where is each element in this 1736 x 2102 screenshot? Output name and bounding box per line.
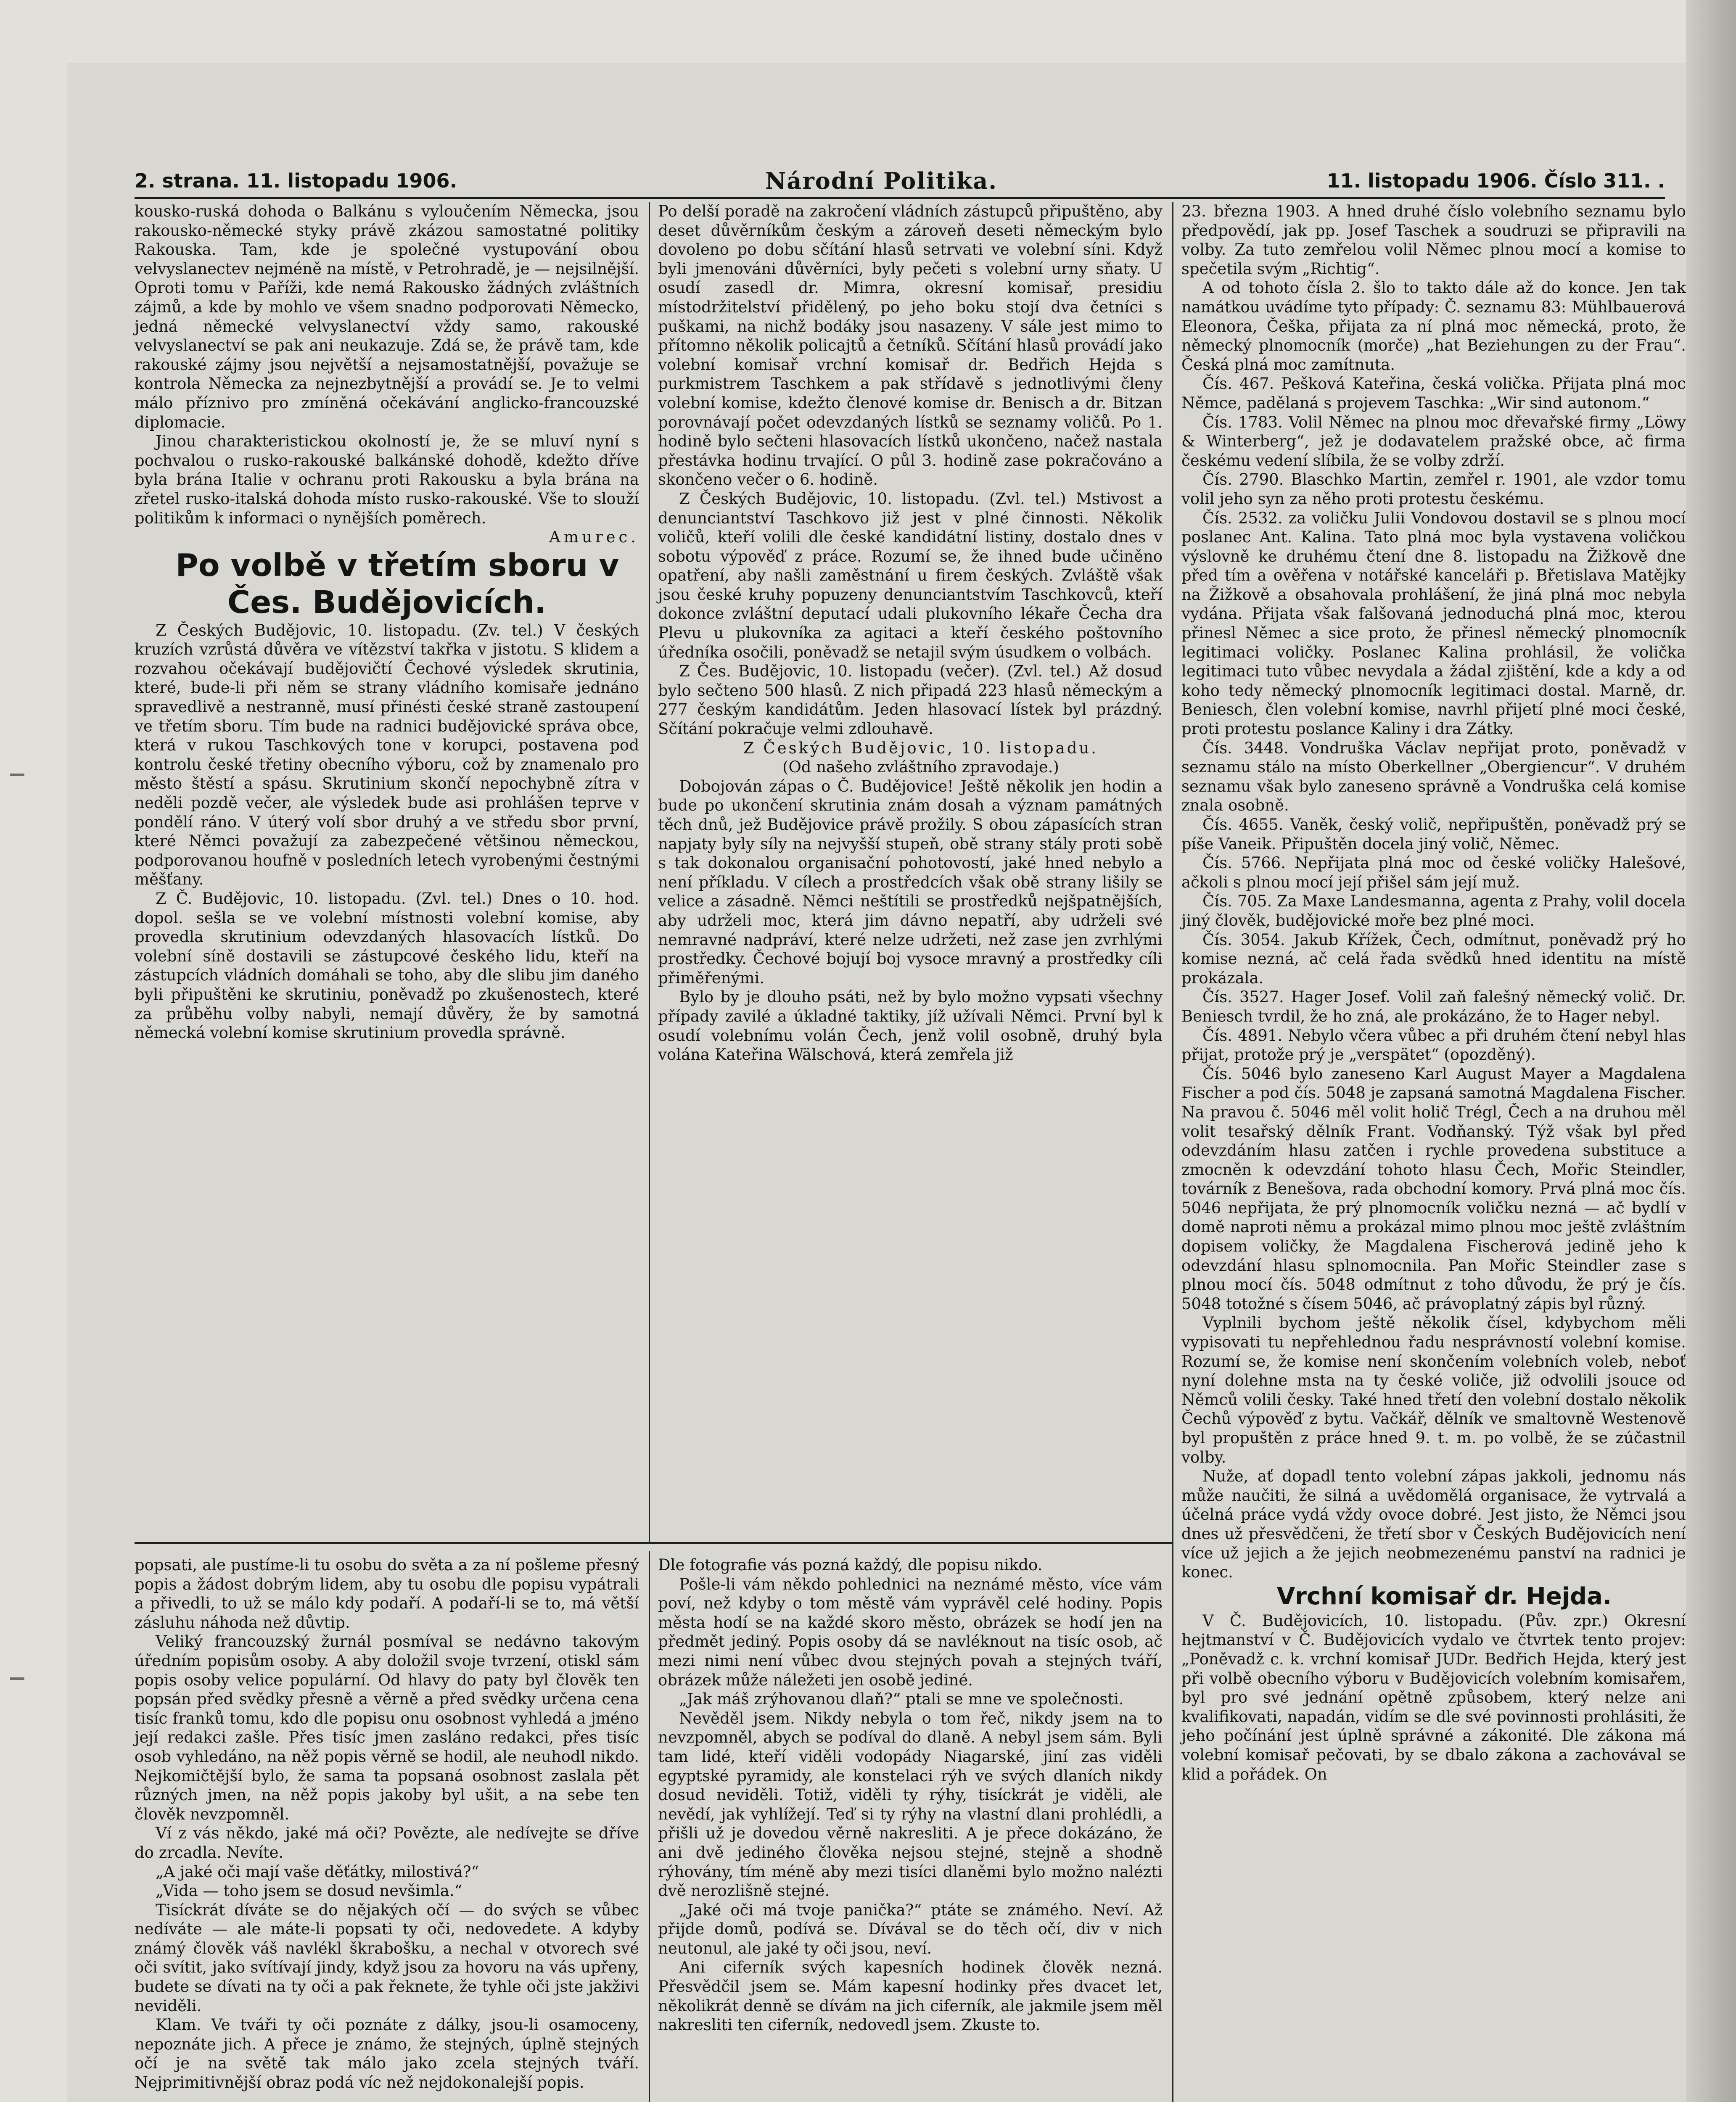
feuilleton-column-2 [658, 1555, 1163, 2102]
article-column-3 [1181, 202, 1686, 2102]
article-paragraph: Čís. 2532. za voličku Julii Vondovou dostavil se s plnou mocí poslanec Ant. Kalina. Tato plná moc byla vystavena voličkou výslovně ke druhému čtení dne 8. listopadu na Žižkově dne před tím a ověřena v notářské kanceláři p. Břetislava Matějky na Žižkově a obsahovala prohlášení, že jiná plná moc nebyla vydána. Přijata však falšovaná jednoduchá plná moc, kterou přinesl Němec a sice proto, že přinesl německý plnomocník legitimaci voličky. Poslanec Kalina prohlásil, že volička legitimaci tuto vůbec nevydala a žádal zjištění, kde a kdy a od koho tedy německý plnomocník legitimaci dostal. Marně, dr. Beniesch, člen volební komise, navrhl přijetí plné moci české, proti protestu poslance Kaliny i dra Zátky. [1181, 509, 1686, 738]
article-paragraph: V Č. Budějovicích, 10. listopadu. (Pův. zpr.) Okresní hejtmanství v Č. Budějovicích vydalo ve čtvrtek tento projev: „Poněvadž c. k. vrchní komisař JUDr. Bedřich Hejda, který jest při volbě obecního výboru v Budějovicích volebním komisařem, byl pro své jednání opětně způsobem, který nelze ani kvalifikovati, napadán, vidím se dle své povinnosti prohlásiti, že jeho počínání jest úplně správné a zákonité. Dle zákona má volební komisař pečovati, by se dbalo zákona a zachovával se klid a pořádek. On [1181, 1611, 1686, 1783]
masthead-title: Národní Politika. [765, 167, 998, 194]
feuilleton-paragraph: „Jak máš zrýhovanou dlaň?“ ptali se mne ve společnosti. [679, 1690, 1124, 1709]
article-headline: Po volbě v třetím sboru v Čes. Budějovicích. [175, 547, 619, 621]
feuilleton-paragraph: Ví z vás někdo, jaké má oči? Povězte, ale nedívejte se dříve do zrcadla. Nevíte. [135, 1824, 639, 1862]
article-paragraph: Čís. 2790. Blaschko Martin, zemřel r. 1901, ale vzdor tomu volil jeho syn za něho proti protestu českému. [1181, 470, 1686, 508]
article-column-1 [135, 202, 639, 1534]
article-paragraph: 23. března 1903. A hned druhé číslo volebního seznamu bylo předpovědí, jak pp. Josef Taschek a soudruzi se připravili na volby. Za tuto zemřelou volil Němec plnou mocí a komise to spečetila svým „Richtig“. [1181, 202, 1686, 278]
report-dateline-sub: (Od našeho zvláštního zpravodaje.) [782, 758, 1059, 776]
feuilleton-paragraph: „Jaké oči má tvoje panička?“ ptáte se známého. Neví. Až přijde domů, podívá se. Dívával se do těch očí, div v nich neutonul, ale jaké ty oči jsou, neví. [658, 1901, 1163, 1957]
feuilleton-paragraph: „A jaké oči mají vaše děťátky, milostivá?“ [156, 1862, 479, 1881]
article-column-2 [658, 202, 1163, 1534]
article-paragraph: Z Č. Budějovic, 10. listopadu. (Zvl. tel.) Dnes o 10. hod. dopol. sešla se ve volební místnosti volební komise, aby provedla skrutinium odevzdaných hlasovacích lístků. Do volební síně dostavili se zástupcové českého lidu, kteří na zástupcích vládních domáhali se toho, aby dle slibu jim daného byli připuštěni ke skrutiniu, poněvadž po zkušenostech, které za průběhu volby nabyli, nemají důvěry, že by samotná německá volební komise skrutinium provedla správně. [135, 890, 639, 1042]
feuilleton-paragraph: Tisíckrát díváte se do nějakých očí — do svých se vůbec nedíváte — ale máte-li popsati ty oči, nedovedete. A kdyby známý člověk váš navlékl škrabošku, a nechal v otvorech své oči svítit, jako svítívají jindy, když jsou za hovoru na vás upřeny, budete se dívati na ty oči a pak řeknete, že tyhle oči jste jakživi neviděli. [135, 1901, 639, 2015]
column-divider [649, 1551, 650, 2102]
article-paragraph: Dobojován zápas o Č. Budějovice! Ještě několik jen hodin a bude po ukončení skrutinia znám dosah a význam památných těch dnů, jež Budějovice právě prožily. S obou zápasících stran napjaty byly síly na nejvyšší stupeň, obě strany stály proti sobě s tak dokonalou organisační pohotovostí, jaké hned nebylo a není příkladu. V cílech a prostředcích však obě strany lišily se velice a zásadně. Němci neštítili se prostředků nejšpatnějších, aby udrželi moc, která jim dávno nepatří, aby udrželi své nemravné nadpráví, které nelze udržeti, než zase jen zvrhlými prostředky. Čechové bojují boj vysoce mravný a prostředky cíli přiměřenými. [658, 777, 1163, 987]
article-paragraph: Z Českých Budějovic, 10. listopadu. (Zvl. tel.) Mstivost a denunciantství Taschkovo již jest v plné činnosti. Několik voličů, kteří volili dle české kandidátní listiny, dostalo dnes v sobotu výpověď z práce. Rozumí se, že ihned bude učiněno opatření, aby našli zaměstnání u firem českých. Zvláště však jsou české kruhy popuzeny denunciantstvím Taschkovců, kteří dokonce zvláštní deputací udali plukovního lékaře Čecha dra Plevu u plukovníka za agitaci a kteří českého poštovního úředníka osočili, poněvadž se netajil svým úsudkem o volbách. [658, 489, 1163, 661]
article-paragraph: Vyplnili bychom ještě několik čísel, kdybychom měli vypisovati tu nepřehlednou řadu nesprávností volební komise. Rozumí se, že komise není skončením volebních voleb, neboť nyní dolehne msta na ty české voliče, již odvolili jsouce od Němců volili česky. Také hned třetí den volební dostalo několik Čechů výpověď z bytu. Vačkář, dělník ve smaltovně Westenově byl propuštěn z práce hned 9. t. m. po volbě, že se zúčastnil volby. [1181, 1314, 1686, 1466]
feuilleton-paragraph: Ani ciferník svých kapesních hodinek člověk nezná. Přesvědčil jsem se. Mám kapesní hodinky přes dvacet let, několikrát denně se dívám na jich ciferník, ale jakmile jsem měl nakresliti ten ciferník, nedovedl jsem. Zkuste to. [658, 1958, 1163, 2034]
article-paragraph: Z Čes. Budějovic, 10. listopadu (večer). (Zvl. tel.) Až dosud bylo sečteno 500 hlasů. Z nich připadá 223 hlasů německým a 277 českým kandidátům. Jeden hlasovací lístek byl prázdný. Sčítání pokračuje velmi zdlouhavě. [658, 662, 1163, 738]
article-paragraph: Jinou charakteristickou okolností je, že se mluví nyní s pochvalou o rusko-rakouské balkánské dohodě, kdežto dříve byla brána Italie v ochranu proti Rakousku a byla brána na zřetel rusko-italská dohoda místo rusko-rakouské. Vše to slouží politikům k informaci o nynějších poměrech. [135, 432, 639, 527]
header-page-date: 2. strana. 11. listopadu 1906. [135, 169, 457, 192]
article-paragraph: Čís. 3054. Jakub Křížek, Čech, odmítnut, poněvadž prý ho komise nezná, ač celá řada svědků hned identitu na místě prokázala. [1181, 930, 1686, 987]
article-paragraph: Čís. 5766. Nepřijata plná moc od české voličky Halešové, ačkoli s plnou mocí její přišel sám její muž. [1181, 854, 1686, 891]
feuilleton-paragraph: Nevěděl jsem. Nikdy nebyla o tom řeč, nikdy jsem na to nevzpomněl, abych se podíval do dlaně. A nebyl jsem sám. Byli tam lidé, kteří viděli vodopády Niagarské, jiní zas viděli egyptské pyramidy, ale konstelaci rýh ve svých dlaních nikdy dosud neviděli. Totiž, viděli ty rýhy, tisíckrát je viděli, ale nevědí, jak vyhlížejí. Teď si ty rýhy na vlastní dlani prohlédli, a přišli už je dovedou věrně nakresliti. A je přece dokázáno, že ani dvě jediného člověka nejsou stejné, stejně a shodně rýhovány, tím méně aby mezi tisíci dlaněmi bylo možno nalézti dvě nerozlišně stejné. [658, 1709, 1163, 1900]
feuilleton-paragraph: Dle fotografie vás pozná každý, dle popisu nikdo. [658, 1556, 1043, 1574]
article-paragraph: A od tohoto čísla 2. šlo to takto dále až do konce. Jen tak namátkou uvádíme tyto případy: Č. seznamu 83: Mühlbauerová Eleonora, Češka, přijata za ní plná moc německá, proto, že německý plnomocník (morče) „hat Beziehungen zu der Frau“. Česká plná moc zamítnuta. [1181, 279, 1686, 374]
article-paragraph: kousko-ruská dohoda o Balkánu s vyloučením Německa, jsou rakousko-německé styky právě zkázou samostatné politiky Rakouska. Tam, kde je společné vystupování obou velvyslanectev nejméně na místě, v Petrohradě, je — nejsilnější. Oproti tomu v Paříži, kde nemá Rakousko žádných zvláštních zájmů, a kde by mohlo ve všem snadno podporovati Německo, jedná německé velvyslanectví vždy samo, rakouské velvyslanectví se pak ani neukazuje. Zdá se, že právě tam, kde rakouské zájmy jsou největší a nejsamostatnější, považuje se kontrola Německa za nejnezbytnější a provádí se. Je to velmi málo příznivo pro zmíněná očekávání anglicko-francouzské diplomacie. [135, 202, 639, 431]
article-paragraph: Čís. 1783. Volil Němec na plnou moc dřevařské firmy „Löwy & Winterberg“, jež je dodavatelem pražské obce, ač firma českému vedení slíbila, že se volby zdrží. [1181, 413, 1686, 470]
article-paragraph: Nuže, ať dopadl tento volební zápas jakkoli, jednomu nás může naučiti, že silná a uvědomělá organisace, že vytrvalá a účelná práce vydá vždy ovoce dobré. Jest jisto, že Němci jsou dnes už přesvědčeni, že třetí sbor v Českých Budějovicích není více už jejich a že jejich neobmezenému panství na radnici je konec. [1181, 1467, 1686, 1582]
article-paragraph: Z Českých Budějovic, 10. listopadu. (Zv. tel.) V českých kruzích vzrůstá důvěra ve vítězství takřka v jistotu. S klidem a rozvahou očekávají budějovičtí Čechové výsledek skrutinia, které, bude-li při něm se strany vládního komisaře jednáno spravedlivě a nestranně, musí přinésti české straně zastoupení ve třetím sboru. Tím bude na radnici budějovické správa obce, která v rukou Taschkových tone v korupci, postavena pod kontrolu české třetiny obecního výboru, což by znamenalo pro město štěstí a spásu. Skrutinium skončí nepochybně zítra v neděli pozdě večer, ale výsledek bude asi prohlášen teprve v pondělí ráno. V úterý volí sbor druhý a ve středu sbor první, které Němci považují za zabezpečené většinou německou, podporovanou houfně v posledních letech vyrobenými čestnými měšťany. [135, 621, 639, 889]
feuilleton-column-1 [135, 1555, 639, 2102]
article-paragraph: Čís. 3448. Vondruška Václav nepřijat proto, poněvadž v seznamu stálo na místo Oberkellner „Obergiencur“. V druhém seznamu však bylo zaneseno správně a Vondruška celá komise znala osobně. [1181, 739, 1686, 815]
feuilleton-paragraph: „Vida — toho jsem se dosud nevšimla.“ [156, 1882, 462, 1900]
article-paragraph: Čís. 4891. Nebylo včera vůbec a při druhém čtení nebyl hlas přijat, protože prý je „verspätet“ (opozděný). [1181, 1026, 1686, 1064]
feuilleton-paragraph: popsati, ale pustíme-li tu osobu do světa a za ní pošleme přesný popis a žádost dobrým lidem, aby tu osobu dle popisu vypátrali a přivedli, to už se málo kdy podaří. A podaří-li se to, má větší zásluhu náhoda než důvtip. [135, 1556, 639, 1632]
article-paragraph: Čís. 467. Pešková Kateřina, česká volička. Přijata plná moc Němce, padělaná s projevem Taschka: „Wir sind autonom.“ [1181, 375, 1686, 412]
article-paragraph: Po delší poradě na zakročení vládních zástupců připuštěno, aby deset důvěrníkům českým a zároveň deseti německým bylo dovoleno po dobu sčítání hlasů setrvati ve volební síni. Když byli jmenováni důvěrníci, byly pečeti s volební urny sňaty. U osudí zasedl dr. Mimra, okresní komisař, presidiu místodržitelství přidělený, po jeho boku stojí dva četníci s puškami, na nichž bodáky jsou nasazeny. V sále jest mimo to přítomno několik policajtů a četníků. Sčítání hlasů provádí jako volební komisař vrchní komisař dr. Bedřich Hejda s purkmistrem Taschkem a pak střídavě s jednotlivými členy volební komise, kdežto členové komise dr. Benisch a dr. Bitzan porovnávají počet odevzdaných lístků se seznamy voličů. Po 1. hodině bylo sečteni hlasovacích lístků ukončeno, načež nastala přestávka hodinu trvající. O půl 3. hodině zase pokračováno a skončeno večer o 6. hodině. [658, 202, 1163, 489]
column-divider [1172, 202, 1173, 2102]
article-paragraph: Čís. 5046 bylo zaneseno Karl August Mayer a Magdalena Fischer a pod čís. 5048 je zapsaná samotná Magdalena Fischer. Na pravou č. 5046 měl volit holič Trégl, Čech a na druhou měl volit tesařský dělník Frant. Vodňanský. Týž však byl před odevzdáním hlasu zatčen i rychle provedena substituce a zmocněn k odevzdání tohoto hlasu Čech, Mořic Steindler, továrník z Benešova, rada obchodní komory. Prvá plná moc čís. 5046 nepřijata, že prý plnomocník voličku nezná — ač bydlí v domě naproti němu a prokázal mimo plnou moc ještě zvláštním dopisem voličky, že Magdalena Fischerová jedině jeho k odevzdání hlasu splnomocnila. Pan Mořic Steindler zase s plnou mocí čís. 5048 odmítnut z toho důvodu, že prý je čís. 5048 totožné s čísem 5046, ač právoplatný zápis byl různý. [1181, 1064, 1686, 1313]
feuilleton-paragraph: Veliký francouzský žurnál posmíval se nedávno takovým úředním popisům osoby. A aby doložil svoje tvrzení, otiskl sám popis osoby velice populární. Od hlavy do paty byl člověk ten popsán před svědky přesně a věrně a před svědky určena cena tisíc franků tomu, kdo dle popisu onu osobnost vyhledá a jméno její redakci zašle. Přes tisíc jmen zasláno redakci, přes tisíc osob vyhledáno, na něž popis věrně se hodil, ale neuhodl nikdo. Nejkomičtější bylo, že sama ta popsaná osobnost zaslala pět různých jmen, na něž popis jakoby byl ušit, a na sebe ten člověk nevzpomněl. [135, 1632, 639, 1823]
scan-mark [10, 1677, 24, 1680]
article-subheadline: Vrchní komisař dr. Hejda. [1276, 1582, 1612, 1610]
article-paragraph: Čís. 4655. Vaněk, český volič, nepřipuštěn, poněvadž prý se píše Vaneik. Připuštěn docela jiný volič, Němec. [1181, 816, 1686, 853]
report-dateline: Z Českých Budějovic, 10. listopadu. [743, 739, 1099, 757]
column-divider [649, 202, 650, 1542]
header-issue-number: 11. listopadu 1906. Číslo 311. . [1326, 169, 1665, 192]
header-rule [135, 197, 1665, 199]
article-paragraph: Bylo by je dlouho psáti, než by bylo možno vypsati všechny případy zavilé a úkladné taktiky, jíž užívali Němci. První byl k osudí volebnímu volán Čech, jenž volil osobně, druhý byla volána Kateřina Wälschová, která zemřela již [658, 988, 1163, 1064]
feuilleton-paragraph: Klam. Ve tváři ty oči poznáte z dálky, jsou-li osamoceny, nepoznáte jich. A přece je známo, že stejných, úplně stejných očí je na světě tak málo jako zcela stejných tváří. Nejprimitivnější obraz podá víc než nejdokonalejší popis. [135, 2016, 639, 2092]
feuilleton-rule [135, 1542, 1173, 1544]
article-paragraph: Čís. 705. Za Maxe Landesmanna, agenta z Prahy, volil docela jiný člověk, budějovické moře bez plné moci. [1181, 892, 1686, 930]
article-signature: Amurec. [549, 528, 639, 547]
page-binding-edge [1686, 0, 1736, 2102]
scan-mark [10, 774, 24, 776]
article-paragraph: Čís. 3527. Hager Josef. Volil zaň falešný německý volič. Dr. Beniesch tvrdil, že ho zná, ale prokázáno, že to Hager nebyl. [1181, 988, 1686, 1025]
page-header [135, 166, 1665, 195]
feuilleton-paragraph: Pošle-li vám někdo pohlednici na neznámé město, více vám poví, než kdyby o tom městě vám vyprávěl celé hodiny. Popis města hodí se na každé skoro město, obrázek se hodí jen na předmět jediný. Popis osoby dá se navléknout na tisíc osob, ač mezi nimi není vůbec dvou stejných povah a stejných tváří, obrázek může náležeti jen osobě jediné. [658, 1575, 1163, 1689]
